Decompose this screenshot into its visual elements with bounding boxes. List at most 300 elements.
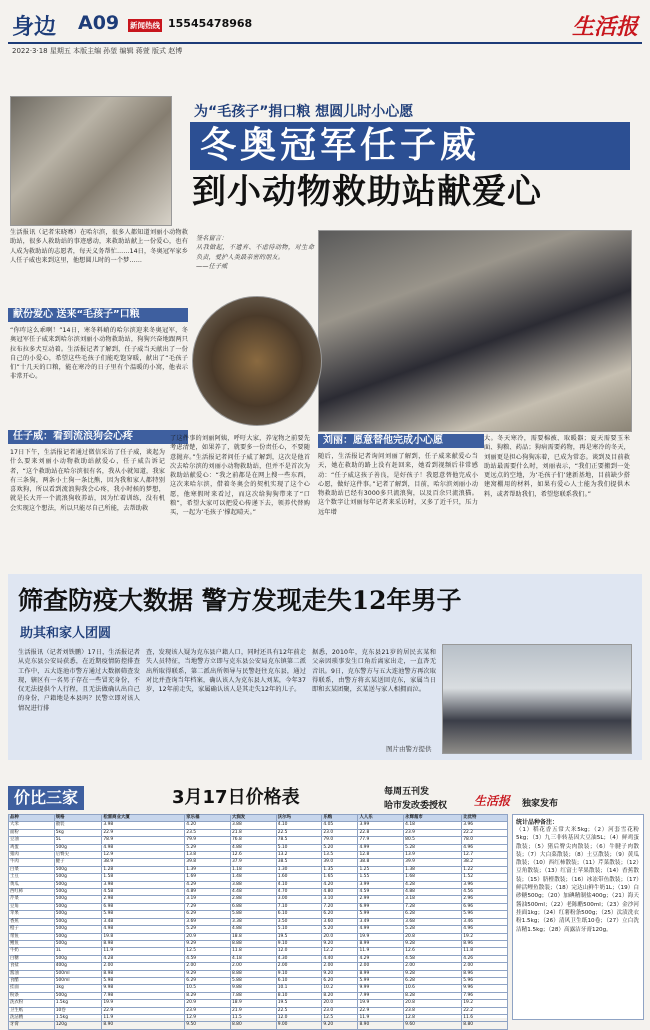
price-cell: 4.59	[358, 889, 404, 896]
price-cell: 4.58	[102, 889, 185, 896]
issue-meta: 2022·3·18 星期五 本版主编 孙堃 编辑 蒋萱 版式 赵博	[12, 47, 183, 55]
price-cell: 37.9	[230, 859, 276, 866]
price-cell: 白菜	[9, 866, 55, 873]
price-cell: 4.98	[102, 926, 185, 933]
price-cell: 9.88	[230, 985, 276, 992]
story2-headline: 筛查防疫大数据 警方发现走失12年男子	[18, 586, 462, 615]
price-cell: 1.5kg	[54, 1000, 102, 1007]
price-cell: 8.88	[230, 940, 276, 947]
price-cell: 11.9	[358, 1014, 404, 1021]
price-cell: 9.96	[462, 985, 508, 992]
price-cell: 牙膏	[9, 1022, 55, 1029]
price-cell: 6.29	[185, 911, 231, 918]
table-row	[9, 926, 508, 933]
price-cell: 4.99	[358, 844, 404, 851]
price-cell: 4.29	[358, 955, 404, 962]
table-row	[9, 1014, 508, 1021]
price-cell: 7.29	[185, 903, 231, 910]
price-cell: 1.65	[322, 874, 358, 881]
price-cell: 11.9	[102, 948, 185, 955]
price-cell: 4.18	[404, 822, 462, 829]
price-cell: 土豆	[9, 874, 55, 881]
price-cell: 9.29	[185, 940, 231, 947]
price-cell: 3.46	[462, 918, 508, 925]
price-cell: 78.9	[102, 837, 185, 844]
price-cell: 比优特	[462, 815, 508, 822]
price-cell: 洗洁精	[9, 1014, 55, 1021]
price-cell: 2.00	[185, 963, 231, 970]
price-cell: 3.49	[358, 918, 404, 925]
price-cell: 12.8	[358, 852, 404, 859]
price-cell: 5.29	[185, 844, 231, 851]
table-row	[9, 940, 508, 947]
price-cell: 23.0	[322, 829, 358, 836]
price-cell: 39.9	[404, 859, 462, 866]
price-cell: 4.20	[322, 881, 358, 888]
price-cell: 12.9	[102, 852, 185, 859]
price-cell: 38.5	[276, 859, 322, 866]
price-cell: 8.90	[102, 1022, 185, 1029]
price-cell: 19.8	[102, 933, 185, 940]
price-cell: 家乐福	[185, 815, 231, 822]
price-cell: 卫生纸	[9, 1007, 55, 1014]
price-cell: 后臀尖	[54, 852, 102, 859]
story2-col1: 生活报讯（记者刘铁鹏）17日，生活报记者从克东县公安局获悉，在近期疫情防控排查工作中，五大连池市警方通过大数据筛查发现，辖区有一名男子存在一些冒充身份，不仅无法提供个人行程，且无法做确认出自己的身份，户籍地是本县吗？民警立即对该人情况进行排	[18, 649, 140, 712]
price-cell: 39.8	[185, 859, 231, 866]
price-cell: 12.2	[322, 948, 358, 955]
price-cell: 4.30	[276, 955, 322, 962]
price-cell: 500g	[54, 881, 102, 888]
price-cell: 38.8	[358, 859, 404, 866]
price-cell: 1.60	[276, 874, 322, 881]
price-cell: 7.10	[276, 903, 322, 910]
price-cell: 白糖	[9, 955, 55, 962]
price-cell: 3.88	[230, 822, 276, 829]
price-cell: 鸡蛋	[9, 844, 55, 851]
price-cell: 9.10	[276, 940, 322, 947]
price-cell: 3.50	[276, 918, 322, 925]
price-table-header	[9, 815, 508, 822]
price-cell: 12.7	[462, 852, 508, 859]
price-cell: 5kg	[54, 829, 102, 836]
price-cell: 4.29	[185, 881, 231, 888]
story2-col2: 查，发现该人疑为克东县户籍人口，同时还具有12年前走失人员特征，当地警方立即与克东县公安局克东镇第二派出所取得联系，第二派出所领导与民警赶往克东县，通过对比并查询当年档案，确认该人为克东县人刘某，今年37岁，12年前走失，家属确认该人是其走失12年的儿子。	[146, 649, 306, 694]
price-cell: 5.88	[230, 911, 276, 918]
price-cell: 11.8	[230, 948, 276, 955]
price-cell: 19.2	[462, 933, 508, 940]
signature-note: 签名留言： 从我做起，不遗弃、不虐待动物，对生命负责，爱护人类最亲密的朋友。 ——任子威	[196, 235, 314, 270]
price-cell: 2.00	[276, 963, 322, 970]
page-header	[8, 4, 642, 66]
price-cell: 4.98	[102, 844, 185, 851]
price-cell: 5.10	[276, 926, 322, 933]
price-cell: 22.9	[102, 1007, 185, 1014]
price-cell: 食醋	[9, 977, 55, 984]
price-cell: 79.0	[322, 837, 358, 844]
price-cell: 1.30	[276, 866, 322, 873]
price-cell: 23.9	[404, 829, 462, 836]
price-cell: 4.96	[462, 926, 508, 933]
price-cell: 13.5	[322, 852, 358, 859]
price-cell: 牛肉	[9, 859, 55, 866]
price-cell: 22.2	[462, 1007, 508, 1014]
price-cell: 3.69	[185, 918, 231, 925]
price-cell: 4.70	[276, 889, 322, 896]
price-cell: 3.00	[276, 896, 322, 903]
price-cell: 2.00	[102, 963, 185, 970]
price-cell: 3.10	[322, 896, 358, 903]
table-row	[9, 933, 508, 940]
price-cell: 芹菜	[9, 896, 55, 903]
table-row	[9, 955, 508, 962]
price-logo: 生活报	[474, 794, 511, 808]
price-cell: 22.8	[358, 829, 404, 836]
price-cell: 5.28	[404, 926, 462, 933]
table-row	[9, 1022, 508, 1029]
story2-photo-credit: 图片由警方提供	[386, 745, 432, 753]
price-cell: 8.98	[102, 940, 185, 947]
price-cell: 20.0	[322, 933, 358, 940]
price-cell: 500g	[54, 911, 102, 918]
price-cell: 12.5	[185, 948, 231, 955]
price-cell: 23.8	[404, 1007, 462, 1014]
table-row	[9, 977, 508, 984]
price-cell: 1.18	[230, 866, 276, 873]
price-cell: 500g	[54, 955, 102, 962]
price-cell: 5.96	[462, 977, 508, 984]
price-cell: 6.10	[276, 977, 322, 984]
price-cell: 沃尔玛	[276, 815, 322, 822]
price-cell: 80.5	[404, 837, 462, 844]
price-cell: 5.99	[358, 911, 404, 918]
price-cell: 13.9	[404, 852, 462, 859]
price-cell: 7.20	[322, 903, 358, 910]
photo-police-reunion	[442, 644, 632, 754]
table-row	[9, 881, 508, 888]
price-cell: 4.28	[102, 955, 185, 962]
price-header-bar	[8, 786, 642, 810]
price-cell: 9.28	[404, 940, 462, 947]
price-cell: 黄瓜	[9, 881, 55, 888]
price-cell: 4.89	[185, 889, 231, 896]
price-cell: 人人乐	[358, 815, 404, 822]
price-cell: 4.59	[185, 955, 231, 962]
price-cell: 3.38	[230, 918, 276, 925]
price-cell: 10卷	[54, 1007, 102, 1014]
price-cell: 22.9	[358, 1007, 404, 1014]
price-cell: 大润发	[230, 815, 276, 822]
price-cell: 7.96	[462, 992, 508, 999]
story1-col3-part-b: 随后，生活报记者询问刘丽了解到，任子威来献爱心当天，她在救助的路上没有赶回来，她看到视频后非常感动：“任子威这孩子善良，是好孩子！我愿意替他完成小心愿，做好这件事。”记者了解到，目前，哈尔滨刘丽小动物救助站已经有3000多只流浪狗，以及百余只流浪猫。这个数字让刘丽每年记者来采访时，又多了近千只，压力远年增	[318, 453, 478, 516]
photo-dogs-circle	[192, 296, 322, 426]
price-cell: 20.9	[185, 933, 231, 940]
price-cell: 5.98	[102, 911, 185, 918]
price-cell: 6.28	[404, 911, 462, 918]
table-row	[9, 985, 508, 992]
price-cell: 500g	[54, 992, 102, 999]
price-cell: 5.96	[462, 911, 508, 918]
price-cell: 6.28	[404, 977, 462, 984]
price-cell: 8.80	[462, 1022, 508, 1029]
story1-col4-part-b: 大。冬天寒冷，需要棉被、取暖器；夏天需要玉米面、狗粮、药品；狗病需要药物，再是寒冷的冬天，刘丽更是担心狗狗冻着，已成为常态。谈到及目前救助站最需要什么时，刘丽表示，“我们正要搬到一处更远点的空地，为‘毛孩子们’建新基地，目前缺少搭建窝棚用的材料，如果有爱心人士能为我们提供木料，或者帮助我们，希望您联系我们。”	[484, 435, 630, 498]
price-cell: 1.52	[462, 874, 508, 881]
price-cell: 21.9	[230, 1007, 276, 1014]
price-cell: 22.9	[102, 829, 185, 836]
price-notes-text: （1）稻花香五常大米5kg；（2）河套雪花粉5kg；（3）九三非转基因大豆油5L；（4）鲜鸡蛋散装；（5）猪后臀尖肉散装；（6）牛腱子肉散装；（7）大白菜散装；（8）土豆散装；（9）黄瓜散装；（10）西红柿散装；（11）芹菜散装；（12）豆角散装；（13）红富士苹果散装；（14）香蕉散装；（15）脐橙散装；（16）冰冻带鱼散装；（17）鲜活鲤鱼散装；（18）完达山鲜牛奶1L；（19）白砂糖500g；（20）加碘精制盐400g；（21）海天酱油500ml；（22）老陈醋500ml；（23）金沙河挂面1kg；（24）红薯粉条500g；（25）汰渍洗衣粉1.5kg；（26）清风卫生纸10卷；（27）立白洗洁精1.5kg；（28）高露洁牙膏120g。	[516, 827, 639, 933]
price-cell: 3.98	[102, 881, 185, 888]
price-cell: 19.2	[462, 1000, 508, 1007]
story1-headline2: 到小动物救助站献爱心	[192, 172, 542, 212]
price-cell: 39.0	[322, 859, 358, 866]
price-cell: 2.00	[358, 963, 404, 970]
price-cell: 9.20	[322, 940, 358, 947]
price-cell: 面粉	[9, 829, 55, 836]
price-cell: 4.99	[358, 926, 404, 933]
price-cell: 38.2	[462, 859, 508, 866]
price-cell: 西红柿	[9, 889, 55, 896]
price-cell: 2.00	[230, 963, 276, 970]
price-cell: 1.55	[358, 874, 404, 881]
price-cell: 挂面	[9, 985, 55, 992]
price-cell: 12.6	[404, 948, 462, 955]
price-cell: 大米	[9, 822, 55, 829]
price-cell: 2.00	[462, 963, 508, 970]
price-cell: 4.88	[230, 844, 276, 851]
price-cell: 10.2	[322, 985, 358, 992]
price-cell: 1.48	[230, 874, 276, 881]
price-cell: 香蕉	[9, 918, 55, 925]
price-cell: 1.38	[404, 866, 462, 873]
table-row	[9, 889, 508, 896]
price-cell: 3.96	[462, 881, 508, 888]
price-cell: 2.00	[322, 963, 358, 970]
price-cell: 3.18	[404, 896, 462, 903]
table-row	[9, 1007, 508, 1014]
price-cell: 6.29	[185, 977, 231, 984]
price-cell: 5.99	[358, 977, 404, 984]
price-cell: 1.5kg	[54, 1014, 102, 1021]
price-cell: 12.9	[185, 1014, 231, 1021]
price-cell: 400g	[54, 963, 102, 970]
price-cell: 8.88	[230, 970, 276, 977]
hotline-number: 15545478968	[168, 17, 253, 30]
price-cell: 9.98	[102, 985, 185, 992]
price-cell: 19.5	[276, 933, 322, 940]
price-cell: 1.68	[404, 874, 462, 881]
price-cell: 9.60	[404, 1022, 462, 1029]
price-cell: 8.98	[102, 970, 185, 977]
price-cell: 1.58	[102, 874, 185, 881]
price-cell: 22.5	[276, 1007, 322, 1014]
price-cell: 8.99	[358, 940, 404, 947]
price-cell: 38.9	[102, 859, 185, 866]
price-cell: 9.50	[185, 1022, 231, 1029]
price-cell: 11.9	[358, 948, 404, 955]
table-row	[9, 903, 508, 910]
story1-lead: 生活报讯（记者宋晓骞）在哈尔滨，很多人都知道刘丽小动物救助站，很多人救助站的事迹感动，来救助站献上一份爱心，也有人成为救助站的志愿者，每天义务帮忙……14日，冬奥冠军家乡人任子威也来到这里，他想圆儿时的一个梦……	[10, 229, 188, 264]
price-cell: 乐购	[322, 815, 358, 822]
price-cell: 3.88	[230, 881, 276, 888]
price-cell: 12.8	[404, 1014, 462, 1021]
price-cell: 12.5	[322, 1014, 358, 1021]
price-cell: 规格	[54, 815, 102, 822]
price-cell: 豆油	[9, 837, 55, 844]
price-cell: 2.88	[230, 896, 276, 903]
subheading-donation: 献份爱心 送来“毛孩子”口粮	[8, 308, 188, 322]
price-cell: 6.20	[322, 977, 358, 984]
story1-headline1: 冬奥冠军任子威	[200, 125, 481, 166]
price-cell: 12.6	[230, 852, 276, 859]
table-row	[9, 859, 508, 866]
price-table	[8, 814, 508, 1030]
price-cell: 食盐	[9, 963, 55, 970]
price-cell: 豆角	[9, 903, 55, 910]
page-number: A09	[78, 12, 120, 34]
price-cell: 8.90	[358, 1022, 404, 1029]
price-cell: 猪肉	[9, 852, 55, 859]
price-cell: 5.28	[404, 844, 462, 851]
price-cell: 2.96	[462, 896, 508, 903]
price-cell: 永辉超市	[404, 815, 462, 822]
story2-col3: 据悉，2010年，克东县21岁的居民玄某和父亲因琐事发生口角后离家出走，一直杳无音讯。9日，克东警方与五大连池警方再次取得联系，由警方将玄某送回克东，家属当日即和玄某团聚，玄某送与家人相拥而泣。	[312, 649, 436, 694]
price-cell: 13.2	[276, 852, 322, 859]
price-cell: 橙子	[9, 926, 55, 933]
price-cell: 6.10	[276, 911, 322, 918]
price-cell: 4.20	[185, 822, 231, 829]
price-cell: 1L	[54, 948, 102, 955]
story1-kicker: 为“毛孩子”捐口粮 想圆儿时小心愿	[194, 104, 414, 120]
price-cell: 78.0	[462, 837, 508, 844]
price-cell: 带鱼	[9, 933, 55, 940]
subheading-athlete: 任子威：看到流浪狗会心疼	[8, 430, 188, 444]
price-cell: 鲤鱼	[9, 940, 55, 947]
table-row	[9, 992, 508, 999]
price-cell: 5.29	[185, 926, 231, 933]
price-cell: 9.20	[322, 970, 358, 977]
price-cell: 3.99	[358, 822, 404, 829]
price-cell: 8.28	[404, 992, 462, 999]
table-row	[9, 866, 508, 873]
price-authority: 哈市发改委授权	[384, 801, 448, 811]
price-notes	[512, 814, 644, 1020]
price-cell: 9.00	[276, 1022, 322, 1029]
table-row	[9, 874, 508, 881]
price-cell: 20.8	[404, 1000, 462, 1007]
price-cell: 500g	[54, 940, 102, 947]
price-cell: 79.9	[185, 837, 231, 844]
price-cell: 22.2	[462, 829, 508, 836]
price-cell: 3.19	[185, 896, 231, 903]
price-table-wrap	[8, 814, 508, 1028]
price-cell: 牛奶	[9, 948, 55, 955]
price-cell: 4.80	[322, 889, 358, 896]
price-cell: 500g	[54, 889, 102, 896]
price-cell: 4.48	[230, 889, 276, 896]
price-cell: 2.98	[102, 896, 185, 903]
price-cell: 8.99	[358, 970, 404, 977]
price-cell: 1.22	[462, 866, 508, 873]
price-cell: 6.96	[462, 903, 508, 910]
price-cell: 4.28	[404, 881, 462, 888]
price-cell: 10.5	[185, 985, 231, 992]
price-cell: 500g	[54, 844, 102, 851]
price-cell: 8.96	[462, 940, 508, 947]
price-cell: 500g	[54, 926, 102, 933]
price-cell: 品种	[9, 815, 55, 822]
table-row	[9, 896, 508, 903]
price-cell: 粉条	[9, 992, 55, 999]
price-cell: 20.8	[404, 933, 462, 940]
price-cell: 4.26	[462, 955, 508, 962]
price-cell: 4.10	[276, 881, 322, 888]
price-cell: 500g	[54, 896, 102, 903]
price-cell: 1.69	[185, 874, 231, 881]
table-row	[9, 822, 508, 829]
price-cell: 19.5	[276, 1000, 322, 1007]
price-cell: 4.10	[276, 822, 322, 829]
masthead-logo: 生活报	[571, 14, 638, 40]
price-cell: 20.9	[185, 1000, 231, 1007]
table-row	[9, 918, 508, 925]
price-cell: 9.28	[404, 970, 462, 977]
hotline-label: 新闻热线	[130, 21, 160, 30]
price-cell: 11.6	[462, 1014, 508, 1021]
price-cell: 9.99	[358, 985, 404, 992]
price-cell: 4.40	[322, 955, 358, 962]
price-cell: 13.8	[185, 852, 231, 859]
table-row	[9, 948, 508, 955]
price-cell: 6.88	[230, 903, 276, 910]
table-row	[9, 829, 508, 836]
price-cell: 7.98	[102, 992, 185, 999]
table-row	[9, 911, 508, 918]
story1-headline1-box	[190, 122, 630, 170]
price-cell: 120g	[54, 1022, 102, 1029]
price-cell: 3.96	[462, 822, 508, 829]
price-cell: 12.0	[276, 1014, 322, 1021]
price-cell: 6.99	[358, 903, 404, 910]
price-cell: 500g	[54, 933, 102, 940]
price-cell: 6.98	[102, 903, 185, 910]
price-cell: 1.39	[185, 866, 231, 873]
price-cell: 8.80	[230, 1022, 276, 1029]
price-cell: 9.29	[185, 970, 231, 977]
price-cell: 5.20	[322, 926, 358, 933]
price-cell: 4.96	[462, 844, 508, 851]
price-cell: 9.20	[322, 1022, 358, 1029]
price-cell: 6.20	[322, 911, 358, 918]
table-row	[9, 837, 508, 844]
story1-col1-part-b: 17日下午，生活报记者通过微信采访了任子威，谈起为什么要来刘丽小动物救助站献爱心，任子威告诉记者，“这个救助站在哈尔滨很有名，我从小就知道，我家有三条狗，两条小土狗一条比熊，因为我和家人都特别喜欢狗，所以看到流浪狗我会心疼，我小时候的梦想，就是长大开一个流浪狗收养站，因为忙着训练，没有机会实现这个想法，所以只能尽自己所能，去帮助救	[10, 449, 165, 512]
story1-col1-part-a: “你咋这么乖啊！”14日，寒冬料峭的哈尔滨迎来冬奥冠军，冬奥冠军任子威来到哈尔滨刘丽小动物救助站，狗狗兴奋地跟两只拉布拉多犬互动着。生活报记者了解到，任子威当天献出了一份自己的小爱心，希望这些毛孩子们能吃饱穿暖，献出了“毛孩子们”十几天的口粮，能在寒冷的日子里有个温暖的小窝，他表示非常开心。	[10, 327, 188, 381]
story1-col2-part-b: 了这件事的刘丽阿姨，呼吁大家，养宠物之前要先考虑清楚，如果养了，就要多一份责任心，不要随意抛弃。”生活报记者问任子威了解到，这次是他首次去哈尔滨的刘丽小动物救助站，但并不是首次为救助站献爱心：“我之前都是在网上搜一些东西，这次来哈尔滨，借着冬奥会的契机实现了这个心愿，他寒假时来看过，而这次给狗狗带来了“口粮”，希望大家可以把爱心传递下去，领养代替购买，一起为‘毛孩子’撑起晴天。”	[170, 435, 310, 517]
photo-athlete-with-dog	[318, 230, 632, 432]
price-cell: 23.5	[185, 829, 231, 836]
price-cell: 4.56	[462, 889, 508, 896]
price-cell: 11.9	[102, 1014, 185, 1021]
price-brand: 价比三家	[8, 786, 84, 810]
price-cell: 酱油	[9, 970, 55, 977]
price-cell: 1.25	[358, 866, 404, 873]
price-cell: 5L	[54, 837, 102, 844]
price-cell: 9.10	[276, 970, 322, 977]
story2-subhead: 助其和家人团圆	[20, 626, 112, 641]
table-row	[9, 852, 508, 859]
price-cell: 1.35	[322, 866, 358, 873]
price-cell: 500g	[54, 918, 102, 925]
price-cell: 腱子	[54, 859, 102, 866]
price-cell: 散装	[54, 822, 102, 829]
